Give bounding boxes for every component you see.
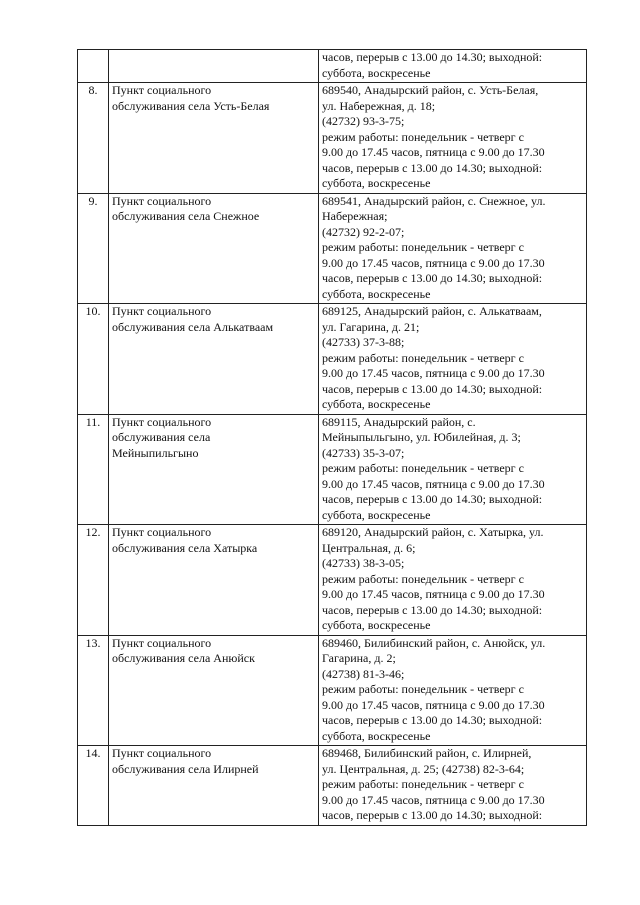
- info-line: суббота, воскресенье: [322, 397, 431, 411]
- address-and-schedule: [319, 525, 587, 636]
- name-line: Пункт социального: [112, 746, 212, 760]
- name-line: Пункт социального: [112, 635, 212, 650]
- table-row: [78, 304, 587, 415]
- table-row: [78, 193, 587, 304]
- name-line: обслуживания села Илирней: [112, 761, 259, 776]
- info-line: 689468, Билибинский район, с. Илирней,: [322, 746, 532, 760]
- address-and-schedule: [319, 414, 587, 525]
- name-line: Пункт социального: [112, 304, 212, 318]
- address-and-schedule: [319, 83, 587, 194]
- table-row: [78, 414, 587, 525]
- info-line: Центральная, д. 6;: [322, 540, 416, 555]
- name-line: обслуживания села: [112, 430, 211, 444]
- info-line: часов, перерыв с 13.00 до 14.30; выходной:: [322, 271, 543, 285]
- info-line: 689541, Анадырский район, с. Снежное, ул.: [322, 193, 546, 208]
- row-number: 12.: [78, 525, 109, 636]
- name-line: Пункт социального: [112, 83, 212, 97]
- info-line: 689115, Анадырский район, с.: [322, 414, 476, 429]
- info-line: 9.00 до 17.45 часов, пятница с 9.00 до 17.30: [322, 587, 545, 601]
- address-and-schedule: [319, 635, 587, 746]
- address-and-schedule: [319, 193, 587, 304]
- info-line: суббота, воскресенье: [322, 176, 431, 190]
- row-number: 8.: [78, 83, 109, 194]
- table-row: [78, 746, 587, 826]
- info-line: 9.00 до 17.45 часов, пятница с 9.00 до 17.30: [322, 697, 545, 712]
- service-point-name: [109, 746, 319, 826]
- info-line: (42733) 37-3-88;: [322, 335, 405, 349]
- info-line: часов, перерыв с 13.00 до 14.30; выходной:: [322, 381, 543, 396]
- social-service-points-table: [77, 49, 587, 826]
- table-row: [78, 635, 587, 746]
- info-line: 689540, Анадырский район, с. Усть-Белая,: [322, 83, 539, 97]
- info-line: часов, перерыв с 13.00 до 14.30; выходной:: [322, 713, 543, 727]
- info-line: ул. Набережная, д. 18;: [322, 98, 436, 113]
- info-line: (42738) 81-3-46;: [322, 666, 405, 681]
- info-line: часов, перерыв с 13.00 до 14.30; выходной:: [322, 602, 543, 617]
- address-and-schedule: [319, 50, 587, 83]
- name-line: обслуживания села Снежное: [112, 209, 260, 223]
- info-line: суббота, воскресенье: [322, 618, 431, 632]
- row-number: 9.: [78, 193, 109, 304]
- info-line: суббота, воскресенье: [322, 65, 431, 80]
- info-line: 9.00 до 17.45 часов, пятница с 9.00 до 17.30: [322, 145, 545, 159]
- row-number: [78, 50, 109, 83]
- info-line: режим работы: понедельник - четверг с: [322, 682, 524, 696]
- info-line: часов, перерыв с 13.00 до 14.30; выходной:: [322, 160, 543, 175]
- info-line: ул. Гагарина, д. 21;: [322, 319, 420, 334]
- name-line: обслуживания села Усть-Белая: [112, 98, 270, 113]
- name-line: Пункт социального: [112, 193, 212, 208]
- info-line: режим работы: понедельник - четверг с: [322, 129, 524, 144]
- info-line: 9.00 до 17.45 часов, пятница с 9.00 до 17.30: [322, 476, 545, 491]
- info-line: (42733) 38-3-05;: [322, 556, 405, 570]
- table-row: [78, 83, 587, 194]
- name-line: Пункт социального: [112, 525, 212, 539]
- info-line: 9.00 до 17.45 часов, пятница с 9.00 до 17.30: [322, 792, 545, 807]
- info-line: Мейныпыльгыно, ул. Юбилейная, д. 3;: [322, 430, 521, 444]
- table-row: [78, 50, 587, 83]
- table-row: [78, 525, 587, 636]
- service-point-name: [109, 193, 319, 304]
- service-point-name: [109, 304, 319, 415]
- info-line: 689125, Анадырский район, с. Алькатваам,: [322, 304, 542, 318]
- info-line: суббота, воскресенье: [322, 286, 431, 301]
- service-point-name: [109, 83, 319, 194]
- table-body: [78, 50, 587, 826]
- row-number: 10.: [78, 304, 109, 415]
- service-point-name: [109, 635, 319, 746]
- info-line: Гагарина, д. 2;: [322, 651, 396, 665]
- row-number: 11.: [78, 414, 109, 525]
- name-line: обслуживания села Хатырка: [112, 540, 258, 555]
- address-and-schedule: [319, 304, 587, 415]
- service-point-name: [109, 414, 319, 525]
- info-line: (42732) 92-2-07;: [322, 224, 405, 239]
- info-line: режим работы: понедельник - четверг с: [322, 350, 524, 365]
- service-point-name: [109, 525, 319, 636]
- info-line: режим работы: понедельник - четверг с: [322, 461, 524, 475]
- info-line: Набережная;: [322, 209, 388, 223]
- info-line: часов, перерыв с 13.00 до 14.30; выходной:: [322, 492, 543, 506]
- info-line: суббота, воскресенье: [322, 507, 431, 522]
- info-line: (42733) 35-3-07;: [322, 445, 405, 460]
- row-number: 14.: [78, 746, 109, 826]
- service-point-name: [109, 50, 319, 83]
- info-line: режим работы: понедельник - четверг с: [322, 571, 524, 586]
- info-line: часов, перерыв с 13.00 до 14.30; выходной:: [322, 808, 543, 822]
- row-number: 13.: [78, 635, 109, 746]
- name-line: обслуживания села Алькатваам: [112, 319, 274, 334]
- info-line: часов, перерыв с 13.00 до 14.30; выходной:: [322, 50, 543, 64]
- info-line: 689460, Билибинский район, с. Анюйск, ул.: [322, 635, 546, 650]
- info-line: режим работы: понедельник - четверг с: [322, 777, 524, 791]
- info-line: 689120, Анадырский район, с. Хатырка, ул.: [322, 525, 544, 539]
- name-line: Мейныпильгыно: [112, 445, 199, 460]
- info-line: ул. Центральная, д. 25; (42738) 82-3-64;: [322, 761, 525, 776]
- name-line: Пункт социального: [112, 414, 212, 429]
- address-and-schedule: [319, 746, 587, 826]
- info-line: 9.00 до 17.45 часов, пятница с 9.00 до 17.30: [322, 255, 545, 270]
- info-line: режим работы: понедельник - четверг с: [322, 240, 524, 254]
- info-line: (42732) 93-3-75;: [322, 114, 405, 128]
- info-line: суббота, воскресенье: [322, 728, 431, 743]
- info-line: 9.00 до 17.45 часов, пятница с 9.00 до 17.30: [322, 366, 545, 380]
- name-line: обслуживания села Анюйск: [112, 651, 255, 665]
